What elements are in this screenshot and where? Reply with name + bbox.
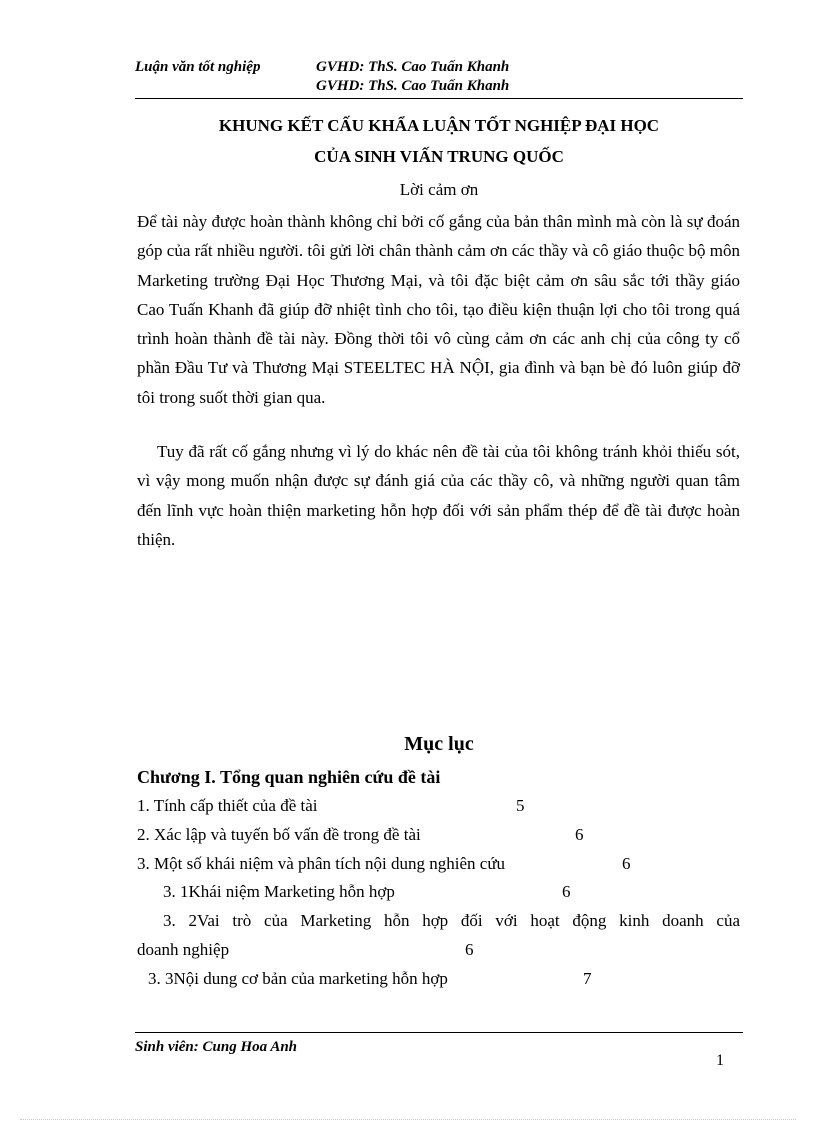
document-title-line1: KHUNG KẾT CẤU KHẨA LUẬN TỐT NGHIỆP ĐẠI HỌC: [218, 116, 660, 135]
toc-item-3-2-continued: doanh nghiệp: [137, 940, 230, 959]
toc-item-3-1-page: 6: [562, 882, 571, 901]
toc-item-1-page: 5: [516, 796, 525, 815]
toc-item-3-1: 3. 1Khái niệm Marketing hỗn hợp: [163, 882, 395, 901]
page-bottom-divider: [20, 1119, 796, 1120]
footer-rule: [135, 1032, 743, 1033]
toc-item-3-3-page: 7: [583, 969, 592, 988]
toc-item-2-page: 6: [575, 825, 584, 844]
toc-chapter-1: Chương I. Tổng quan nghiên cứu đề tài: [137, 767, 441, 787]
toc-item-3-2-page: 6: [465, 940, 474, 959]
header-left: Luận văn tốt nghiệp: [135, 59, 261, 75]
toc-item-3-page: 6: [622, 854, 631, 873]
acknowledgement-heading: Lời cảm ơn: [399, 180, 479, 199]
toc-item-2: 2. Xác lập và tuyến bố vấn đề trong đề tài: [137, 825, 421, 844]
document-title-line2: CỦA SINH VIẤN TRUNG QUỐC: [314, 147, 564, 166]
toc-item-3-3: 3. 3Nội dung cơ bản của marketing hỗn hợp: [148, 969, 448, 988]
header-rule: [135, 98, 743, 99]
toc-item-3: 3. Một số khái niệm và phân tích nội dung nghiên cứu: [137, 854, 506, 873]
toc-item-1: 1. Tính cấp thiết của đề tài: [137, 796, 318, 815]
toc-heading: Mục lục: [404, 733, 474, 755]
footer-student: Sinh viên: Cung Hoa Anh: [135, 1039, 298, 1055]
toc-item-3-2: 3. 2Vai trò của Marketing hỗn hợp đối với hoạt động kinh doanh của: [163, 911, 740, 930]
acknowledgement-paragraph-2: Tuy đã rất cố gắng nhưng vì lý do khác nên đề tài của tôi không tránh khỏi thiếu sót, vì vậy mong muốn nhận được sự đánh giá của các thầy cô, và những người quan tâm đến lĩnh vực hoàn thiện marketing hỗn hợp đối với sản phẩm thép để đề tài được hoàn thiện.: [137, 442, 740, 549]
header-advisor-repeat: GVHD: ThS. Cao Tuấn Khanh: [316, 78, 510, 94]
page-number: 1: [716, 1052, 724, 1069]
acknowledgement-paragraph-1: Để tài này được hoàn thành không chỉ bởi cố gắng của bản thân mình mà còn là sự đoán góp của rất nhiều người. tôi gửi lời chân thành cảm ơn các thầy và cô giáo thuộc bộ môn Marketing trường Đại Học Thương Mại, và tôi đặc biệt cảm ơn sâu sắc tới thầy giáo Cao Tuấn Khanh đã giúp đỡ nhiệt tình cho tôi, tạo điều kiện thuận lợi cho tôi trong quá trình hoàn thành đề tài này. Đồng thời tôi vô cùng cảm ơn các anh chị của công ty cổ phần Đầu Tư và Thương Mại STEELTEC HÀ NỘI, gia đình và bạn bè đó luôn giúp đỡ tôi trong suốt thời gian qua.: [137, 212, 740, 407]
header-advisor: GVHD: ThS. Cao Tuấn Khanh: [316, 59, 510, 75]
